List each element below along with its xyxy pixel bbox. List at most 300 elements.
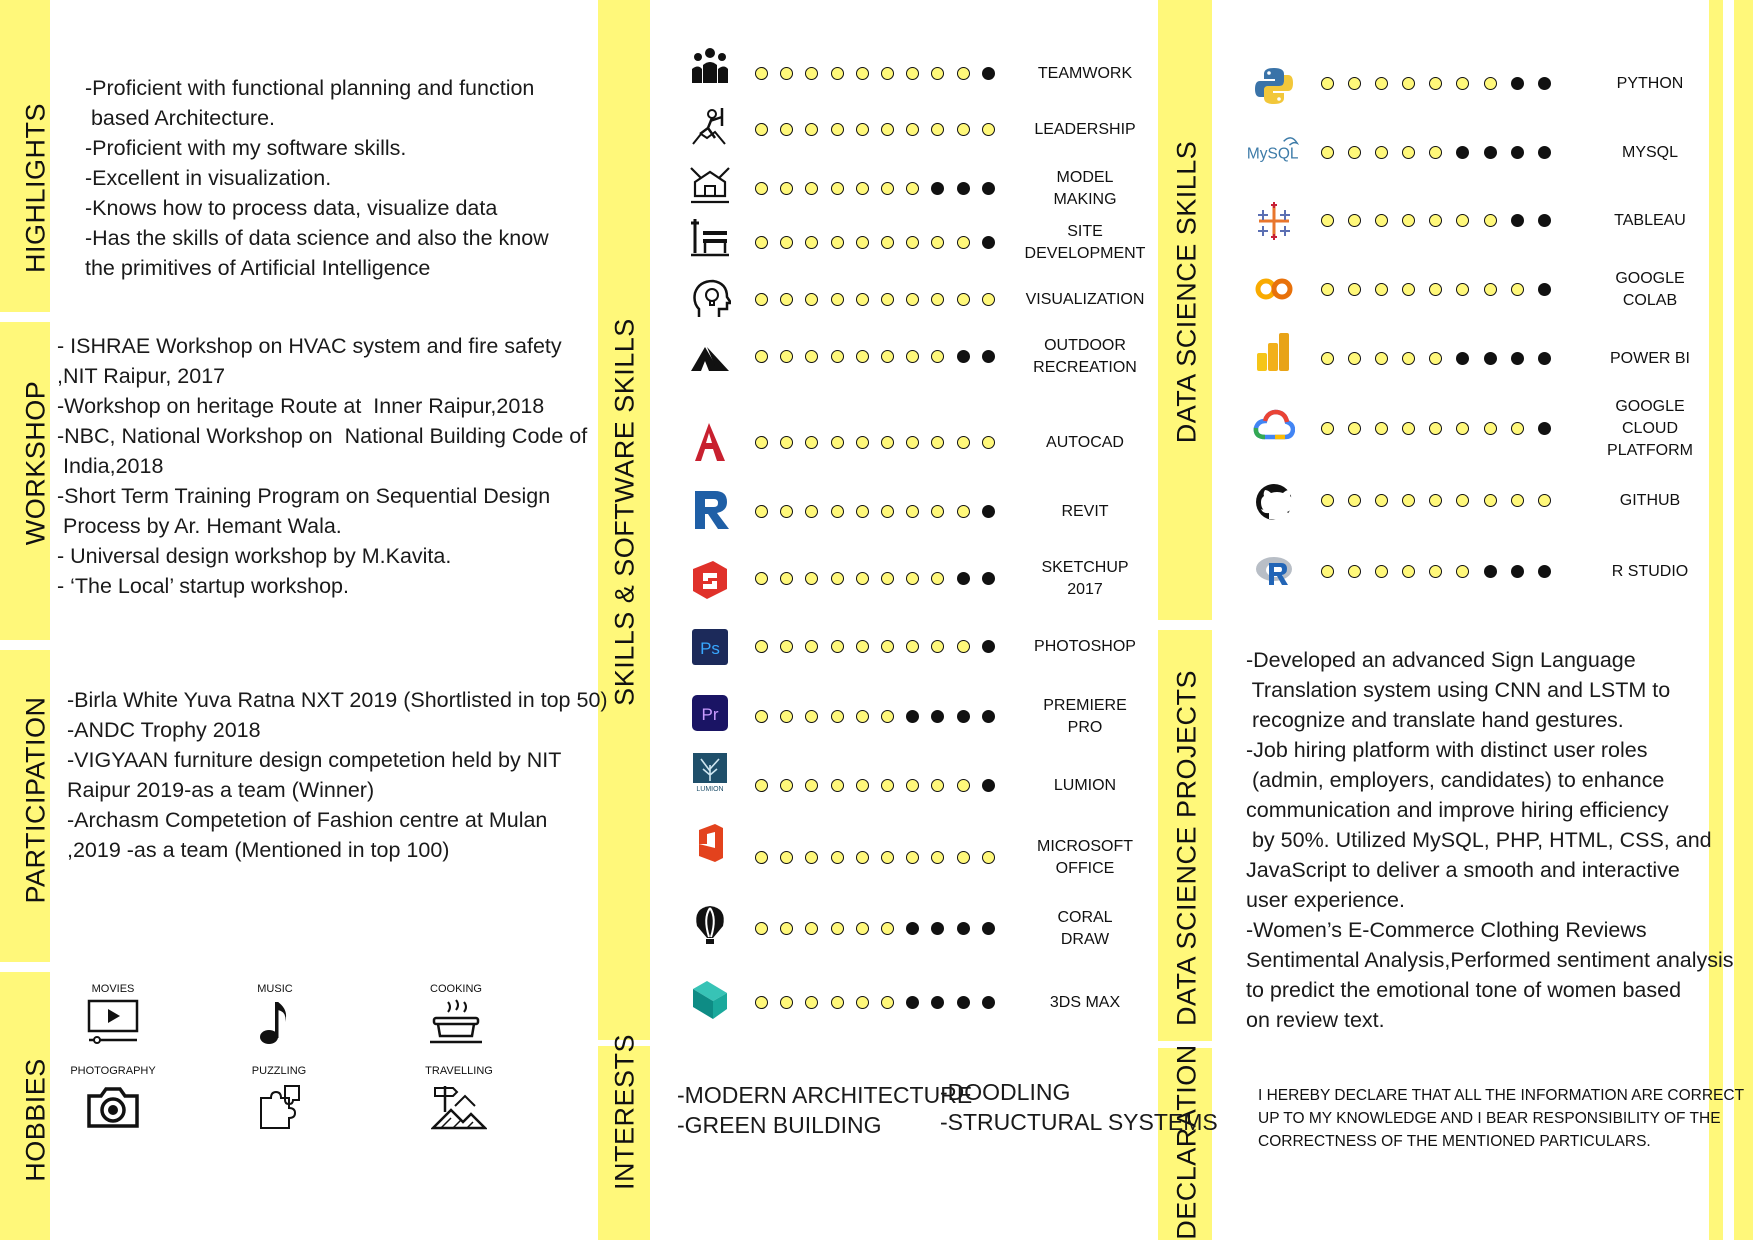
ds-skill-label [1614,210,1686,232]
rating-dot-empty [831,67,844,80]
rating-dot-empty [881,640,894,653]
rating-dot-empty [1402,77,1415,90]
skill-rating-dots [755,505,995,519]
section-title-declaration: DECLARATION [1171,1044,1202,1240]
rating-dot-empty [1348,494,1361,507]
rating-dot-empty [931,572,944,585]
skill-label [1025,221,1146,265]
skill-label-line: SITE [1067,223,1103,240]
rating-dot-empty [881,851,894,864]
rating-dot-filled [1538,146,1551,159]
rating-dot-filled [1538,422,1551,435]
rating-dot-empty [805,996,818,1009]
rating-dot-empty [1375,214,1388,227]
skill-label-line: REVIT [1061,503,1109,520]
participation-line: -Archasm Competetion of Fashion centre at Mulan [67,808,548,832]
ds-skill-label-line: R STUDIO [1611,563,1689,580]
skill-rating-dots [755,996,995,1010]
rating-dot-empty [1456,77,1469,90]
rating-dot-empty [805,436,818,449]
rating-dot-empty [780,851,793,864]
tableau-icon [1253,200,1295,242]
skill-rating-dots [755,922,995,936]
projects-line: (admin, employers, candidates) to enhance [1246,768,1665,792]
rating-dot-empty [755,182,768,195]
rating-dot-filled [1484,352,1497,365]
rating-dot-filled [1511,146,1524,159]
skill-label-line: RECREATION [1033,359,1137,376]
lumion-icon-text: LUMION [696,786,724,793]
skill-label-line: MAKING [1053,191,1117,208]
rating-dot-empty [1402,214,1415,227]
rating-dot-empty [931,350,944,363]
highlights-line: -Proficient with functional planning and function [85,76,535,100]
rating-dot-empty [1348,422,1361,435]
skill-label-line: LUMION [1053,777,1117,794]
projects-line: by 50%. Utilized MySQL, PHP, HTML, CSS, and [1246,828,1712,852]
highlights-line: -Has the skills of data science and also the know [85,226,549,250]
rating-dot-empty [805,505,818,518]
rating-dot-empty [831,505,844,518]
rating-dot-empty [856,436,869,449]
rating-dot-filled [1538,214,1551,227]
ds-skill-label-line: TABLEAU [1614,212,1686,229]
rating-dot-filled [1456,352,1469,365]
rating-dot-empty [1375,283,1388,296]
rating-dot-filled [931,182,944,195]
skill-label [1037,836,1133,880]
rating-dot-empty [931,67,944,80]
movie-player-icon [85,998,141,1048]
rating-dot-empty [1348,77,1361,90]
rating-dot-filled [931,710,944,723]
rating-dot-empty [906,293,919,306]
projects-line: user experience. [1246,888,1405,912]
rating-dot-empty [755,996,768,1009]
rating-dot-empty [780,572,793,585]
projects-line: communication and improve hiring efficiency [1246,798,1669,822]
skill-rating-dots [755,436,995,450]
rating-dot-empty [805,236,818,249]
skill-label [1043,695,1127,739]
skill-rating-dots [755,123,995,137]
workshop-line: -Short Term Training Program on Sequential Design [57,484,551,508]
rating-dot-empty [856,640,869,653]
rating-dot-empty [755,922,768,935]
skill-rating-dots [755,779,995,793]
microsoft-office-icon [689,822,731,864]
ds-skill-label [1610,348,1690,370]
rating-dot-filled [957,996,970,1009]
rating-dot-empty [755,710,768,723]
head-bulb-icon [689,279,731,321]
rating-dot-empty [1429,422,1442,435]
ds-skill-rating-dots [1321,352,1551,366]
rating-dot-filled [1456,146,1469,159]
ds-skill-label [1617,73,1684,95]
rating-dot-empty [831,851,844,864]
highlights-line: -Excellent in visualization. [85,166,332,190]
rating-dot-empty [1375,77,1388,90]
rating-dot-filled [906,710,919,723]
rating-dot-filled [1511,565,1524,578]
rating-dot-empty [1321,77,1334,90]
autocad-icon [689,421,731,463]
rating-dot-empty [906,505,919,518]
skill-label-line: 3DS MAX [1049,994,1121,1011]
skill-label [1061,501,1108,523]
skill-label-line: 2017 [1067,581,1103,598]
ds-skill-label [1612,561,1688,583]
ds-skill-label-line: PYTHON [1616,75,1684,92]
rating-dot-empty [881,182,894,195]
ds-skill-rating-dots [1321,422,1551,436]
rating-dot-empty [1456,565,1469,578]
skill-label [1026,289,1145,311]
rating-dot-empty [931,436,944,449]
rating-dot-empty [1484,283,1497,296]
rating-dot-empty [881,350,894,363]
rating-dot-empty [805,851,818,864]
declaration-line: UP TO MY KNOWLEDGE AND I BEAR RESPONSIBILITY OF THE [1258,1110,1721,1127]
rating-dot-filled [1538,283,1551,296]
skill-label-line: CORAL [1057,909,1113,926]
rating-dot-empty [1511,494,1524,507]
interest-item: -GREEN BUILDING [677,1112,882,1138]
rating-dot-filled [982,710,995,723]
interest-item: -DOODLING [940,1079,1071,1105]
rating-dot-empty [957,779,970,792]
skill-rating-dots [755,182,995,196]
workshop-line: - ISHRAE Workshop on HVAC system and fire safety [57,334,562,358]
rating-dot-empty [1321,146,1334,159]
rating-dot-empty [755,436,768,449]
rating-dot-filled [982,640,995,653]
rating-dot-empty [755,67,768,80]
tent-icon [689,337,731,379]
skill-label [1057,907,1112,951]
rating-dot-empty [831,572,844,585]
highlights-line: -Knows how to process data, visualize data [85,196,498,220]
rating-dot-empty [831,996,844,1009]
premiere-pro-icon [689,692,731,734]
power-bi-icon [1253,331,1295,373]
ds-skill-label-line: GITHUB [1619,492,1681,509]
rating-dot-empty [856,851,869,864]
workshop-line: -Workshop on heritage Route at Inner Raipur,2018 [57,394,545,418]
ds-skill-rating-dots [1321,214,1551,228]
rating-dot-empty [881,505,894,518]
rating-dot-empty [805,710,818,723]
rating-dot-empty [1429,146,1442,159]
workshop-line: - Universal design workshop by M.Kavita. [57,544,452,568]
rating-dot-empty [780,123,793,136]
rating-dot-empty [906,851,919,864]
google-cloud-icon [1253,405,1295,447]
rating-dot-empty [1402,283,1415,296]
ds-skill-rating-dots [1321,565,1551,579]
climber-icon [689,104,731,146]
section-title-interests: INTERESTS [609,1033,640,1191]
rating-dot-empty [1402,422,1415,435]
rating-dot-empty [780,182,793,195]
rating-dot-empty [755,293,768,306]
rating-dot-filled [1538,352,1551,365]
rating-dot-empty [780,779,793,792]
ds-skill-label-line: MYSQL [1621,144,1679,161]
rating-dot-empty [1456,422,1469,435]
model-making-icon [689,162,731,204]
hobby-label-cooking: COOKING [430,983,482,995]
rating-dot-empty [1484,77,1497,90]
rating-dot-empty [881,293,894,306]
rating-dot-filled [957,182,970,195]
rating-dot-filled [957,350,970,363]
interest-item: -MODERN ARCHITECTURE [677,1082,973,1108]
rating-dot-empty [1484,214,1497,227]
hobby-label-music: MUSIC [257,983,293,995]
rating-dot-empty [831,182,844,195]
rating-dot-empty [931,505,944,518]
section-title-hobbies: HOBBIES [20,1058,51,1182]
rating-dot-empty [1348,146,1361,159]
rating-dot-empty [931,779,944,792]
skill-rating-dots [755,640,995,654]
rating-dot-filled [957,710,970,723]
declaration-text [1258,1084,1744,1153]
rating-dot-empty [805,922,818,935]
skill-label-line: MODEL [1056,169,1114,186]
section-title-workshop: WORKSHOP [20,380,51,546]
highlights-line: the primitives of Artificial Intelligence [85,256,431,280]
rating-dot-filled [957,922,970,935]
ds-skill-label-line: POWER BI [1609,350,1691,367]
rating-dot-empty [931,851,944,864]
workshop-line: Process by Ar. Hemant Wala. [57,514,342,538]
rating-dot-empty [805,350,818,363]
workshop-line: ,NIT Raipur, 2017 [57,364,226,388]
section-title-ds-projects: DATA SCIENCE PROJECTS [1171,669,1202,1027]
skill-label [1034,119,1135,141]
rating-dot-empty [1348,214,1361,227]
rating-dot-empty [1375,565,1388,578]
rating-dot-empty [755,505,768,518]
rating-dot-empty [1321,494,1334,507]
python-icon [1253,65,1295,107]
rating-dot-empty [1511,283,1524,296]
rating-dot-empty [856,922,869,935]
rating-dot-empty [931,236,944,249]
skill-rating-dots [755,67,995,81]
hobby-label-travelling: TRAVELLING [425,1065,493,1077]
skill-label [1034,636,1136,658]
participation-line: ,2019 -as a team (Mentioned in top 100) [67,838,450,862]
skill-rating-dots [755,710,995,724]
rating-dot-empty [831,922,844,935]
rating-dot-empty [881,436,894,449]
rating-dot-empty [881,779,894,792]
rating-dot-empty [805,572,818,585]
skill-label [1046,432,1124,454]
rating-dot-empty [1348,352,1361,365]
section-title-highlights: HIGHLIGHTS [20,102,51,274]
rating-dot-empty [1429,494,1442,507]
ds-skill-rating-dots [1321,283,1551,297]
rating-dot-empty [780,67,793,80]
skill-label-line: PREMIERE [1043,697,1127,714]
rating-dot-empty [906,350,919,363]
rating-dot-empty [1429,283,1442,296]
rating-dot-empty [1429,565,1442,578]
skill-label-line: PRO [1067,719,1103,736]
projects-line: JavaScript to deliver a smooth and interactive [1246,858,1680,882]
rating-dot-empty [856,350,869,363]
rating-dot-empty [755,851,768,864]
interests-left [677,1080,972,1140]
rating-dot-empty [780,293,793,306]
rating-dot-empty [906,236,919,249]
rating-dot-empty [906,572,919,585]
rating-dot-empty [982,436,995,449]
skill-label [1033,335,1137,379]
rating-dot-filled [1511,77,1524,90]
rating-dot-empty [780,922,793,935]
highlights-line: based Architecture. [85,106,276,130]
rating-dot-filled [1484,146,1497,159]
rating-dot-filled [1538,77,1551,90]
projects-line: on review text. [1246,1008,1385,1032]
highlights-line: -Proficient with my software skills. [85,136,407,160]
rating-dot-filled [982,779,995,792]
rating-dot-empty [805,640,818,653]
rating-dot-empty [755,123,768,136]
rating-dot-empty [1375,146,1388,159]
participation-line: -VIGYAAN furniture design competetion held by NIT [67,748,562,772]
rating-dot-empty [957,123,970,136]
projects-text [1246,645,1734,1035]
hobby-label-photography: PHOTOGRAPHY [70,1065,156,1077]
ds-skill-rating-dots [1321,146,1551,160]
rating-dot-empty [931,123,944,136]
rating-dot-filled [1484,565,1497,578]
rating-dot-empty [780,505,793,518]
rating-dot-filled [982,922,995,935]
rating-dot-empty [1375,422,1388,435]
rating-dot-empty [755,640,768,653]
site-bench-icon [689,215,731,257]
rating-dot-empty [780,236,793,249]
rating-dot-filled [1511,352,1524,365]
r-studio-icon [1253,551,1295,593]
rating-dot-empty [1538,494,1551,507]
rating-dot-empty [1321,422,1334,435]
rating-dot-empty [957,293,970,306]
rating-dot-empty [881,123,894,136]
rating-dot-empty [1321,352,1334,365]
skill-rating-dots [755,293,995,307]
section-title-ds-skills: DATA SCIENCE SKILLS [1171,140,1202,444]
rating-dot-empty [1511,422,1524,435]
rating-dot-empty [831,236,844,249]
rating-dot-empty [856,236,869,249]
section-title-skills: SKILLS & SOFTWARE SKILLS [609,318,640,706]
skill-label-line: SKETCHUP [1041,559,1129,576]
rating-dot-filled [906,996,919,1009]
rating-dot-filled [982,505,995,518]
hobby-label-movies: MOVIES [91,983,135,995]
rating-dot-empty [755,350,768,363]
rating-dot-empty [805,779,818,792]
rating-dot-empty [881,67,894,80]
rating-dot-empty [856,67,869,80]
ds-skill-label [1607,396,1693,462]
rating-dot-empty [856,293,869,306]
skill-label-line: PHOTOSHOP [1034,638,1136,655]
ds-skill-label-line: GOOGLE [1615,398,1685,415]
section-title-participation: PARTICIPATION [20,696,51,904]
rating-dot-empty [1348,283,1361,296]
workshop-line: India,2018 [57,454,164,478]
ds-skill-label-line: COLAB [1622,292,1678,309]
rating-dot-empty [780,350,793,363]
ds-skill-rating-dots [1321,77,1551,91]
rating-dot-filled [931,922,944,935]
rating-dot-empty [957,67,970,80]
rating-dot-filled [1511,214,1524,227]
skill-label-line: LEADERSHIP [1034,121,1136,138]
music-note-icon [247,998,303,1048]
ds-skill-label [1620,490,1680,512]
rating-dot-empty [881,922,894,935]
rating-dot-empty [881,236,894,249]
rating-dot-empty [1484,494,1497,507]
rating-dot-filled [982,67,995,80]
sketchup-icon [689,559,731,601]
rating-dot-filled [982,996,995,1009]
rating-dot-empty [982,851,995,864]
github-icon [1253,481,1295,523]
projects-line: Sentimental Analysis,Performed sentiment analysis [1246,948,1734,972]
skill-rating-dots [755,350,995,364]
rating-dot-empty [856,996,869,1009]
rating-dot-filled [906,922,919,935]
projects-line: to predict the emotional tone of women based [1246,978,1682,1002]
premiere-pro-icon-text: Pr [701,705,719,724]
cooking-pot-icon [428,998,484,1048]
skill-rating-dots [755,851,995,865]
rating-dot-empty [1402,494,1415,507]
rating-dot-empty [881,710,894,723]
highlights-text [85,73,549,283]
rating-dot-empty [831,350,844,363]
skill-label-line: AUTOCAD [1046,434,1124,451]
hobby-label-puzzling: PUZZLING [251,1065,307,1077]
rating-dot-empty [1402,146,1415,159]
google-colab-icon [1253,268,1295,310]
edge-stripe-1 [1709,0,1723,1240]
projects-line: -Job hiring platform with distinct user roles [1246,738,1648,762]
rating-dot-empty [906,779,919,792]
rating-dot-empty [906,182,919,195]
rating-dot-empty [1484,422,1497,435]
rating-dot-empty [755,779,768,792]
rating-dot-empty [906,67,919,80]
ds-skill-label [1615,268,1684,312]
rating-dot-filled [1538,565,1551,578]
camera-icon [85,1082,141,1132]
revit-icon [689,489,731,531]
3ds-max-icon [689,979,731,1021]
